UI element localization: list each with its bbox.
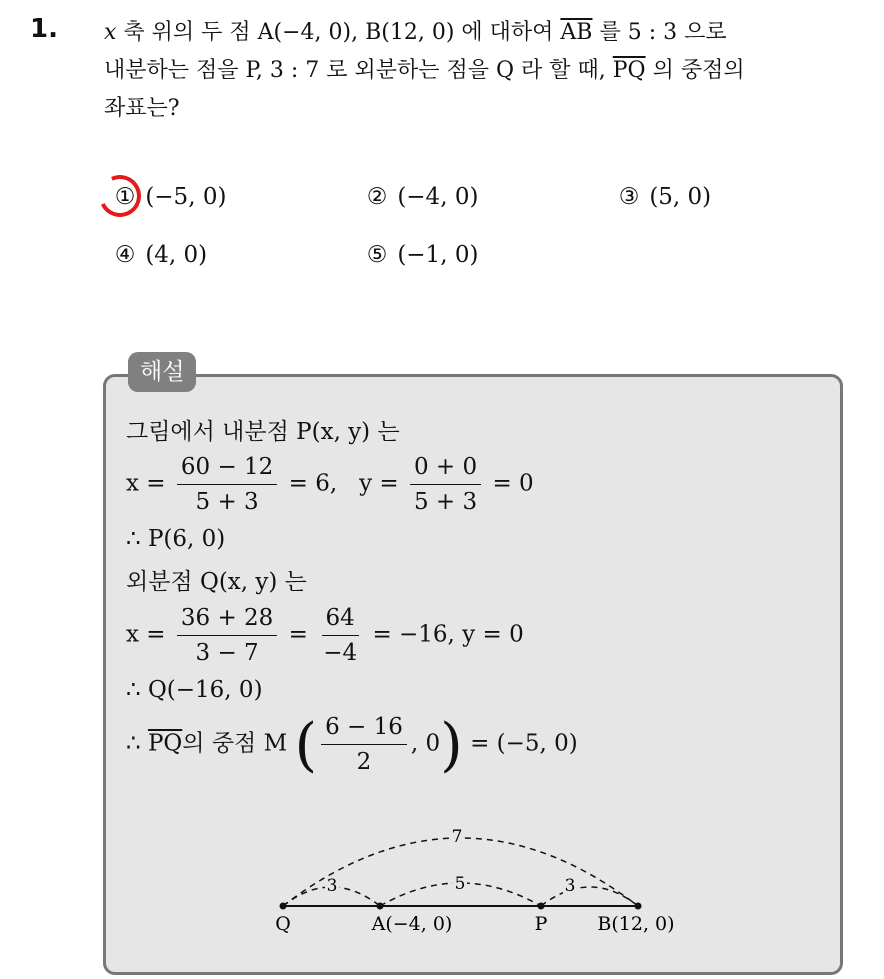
solution-tag: 해설 [128,352,196,392]
choice-number: ③ [618,184,640,210]
label-pb: 3 [564,876,576,896]
point-p [538,903,545,910]
segment-ab: $\overline{AB}$ [560,20,593,45]
point-q [280,903,287,910]
variable-x: x [104,20,117,45]
denominator: 2 [356,749,372,775]
question-line2: 내분하는 점을 P, 3 : 7 로 외분하는 점을 Q 라 할 때, [104,58,606,83]
equals-sign: = [288,621,308,648]
midpoint-label: 의 중점 M [182,730,288,757]
point-b [635,903,642,910]
eq-result: = 6, [288,470,338,497]
eq-lhs: x = [126,621,166,648]
left-paren: ( [294,710,318,779]
solution-line-1: 그림에서 내분점 P(x, y) 는 [126,419,400,445]
segment-pq: $\overline{PQ}$ [147,730,183,757]
choice-text: (−1, 0) [397,242,479,268]
label-qa: 3 [326,876,338,896]
eq-lhs: x = [126,470,166,497]
choice-number: ① [114,184,136,210]
numerator: 36 + 28 [177,603,277,636]
label-ap: 5 [454,874,466,894]
question-number: 1. [30,14,58,44]
label-p: P [534,913,548,935]
question-line1: 축 위의 두 점 A(−4, 0), B(12, 0) 에 대하여 [123,20,554,45]
right-paren: ) [440,710,463,779]
point-a [377,903,384,910]
choice-text: (−5, 0) [145,184,227,210]
choice-number: ② [366,184,388,210]
choice-text: (−4, 0) [397,184,479,210]
choice-number: ④ [114,242,136,268]
eq-result: = 0 [492,470,534,497]
arc-pb [541,887,638,906]
choice-number: ⑤ [366,242,388,268]
denominator: 5 + 3 [413,489,478,515]
eq-result: = −16, y = 0 [372,621,524,648]
numerator: 64 [322,603,359,636]
numerator: 60 − 12 [177,452,277,485]
denominator: −4 [323,640,358,666]
segment-pq: $\overline{PQ}$ [612,58,646,83]
question-line3: 좌표는? [104,96,180,121]
eq-result: = (−5, 0) [470,730,578,757]
therefore-sign: ∴ [126,730,141,757]
label-a: A(−4, 0) [371,913,453,935]
question-line1-end: 를 5 : 3 으로 [599,20,727,45]
numerator: 6 − 16 [321,712,407,745]
question-line2-end: 의 중점의 [652,58,745,83]
choice-text: (5, 0) [649,184,712,210]
coordinate-tail: , 0 [410,730,441,757]
denominator: 3 − 7 [195,640,259,666]
solution-line-6: ∴ Q(−16, 0) [126,677,263,703]
solution-line-3: ∴ P(6, 0) [126,526,226,552]
label-qb: 7 [451,827,463,847]
choice-text: (4, 0) [145,242,208,268]
numerator: 0 + 0 [410,452,481,485]
denominator: 5 + 3 [195,489,259,515]
eq-lhs: y = [359,470,399,497]
solution-line-4: 외분점 Q(x, y) 는 [126,569,307,595]
label-b: B(12, 0) [597,913,675,935]
label-q: Q [275,913,291,935]
